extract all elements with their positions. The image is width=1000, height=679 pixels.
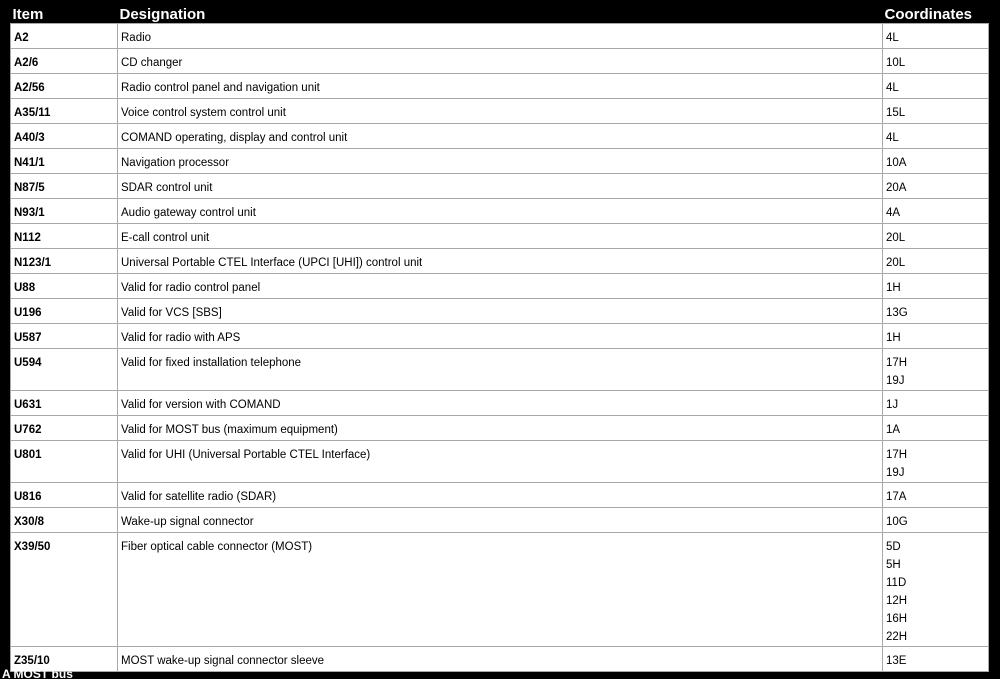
item-cell: N123/1 [11, 249, 118, 274]
table-row [11, 483, 989, 508]
coordinates-cell [883, 74, 989, 99]
header-designation: Designation [118, 6, 883, 24]
coordinates-cell [883, 124, 989, 149]
coordinate-value: 1H [886, 332, 901, 344]
table-row [11, 274, 989, 299]
coordinate-value: 4A [886, 207, 901, 219]
table-row [11, 99, 989, 124]
coordinate-value: 4L [886, 132, 899, 144]
coordinate-value: 4L [886, 32, 899, 44]
item-cell: U196 [11, 299, 118, 324]
item-cell: N112 [11, 224, 118, 249]
table-row [11, 299, 989, 324]
coordinate-value: 10G [886, 516, 908, 528]
table-row [11, 74, 989, 99]
table-row [11, 647, 989, 672]
coordinates-cell [883, 483, 989, 508]
item-cell: A2/6 [11, 49, 118, 74]
header-coordinates: Coordinates [883, 6, 989, 24]
item-cell: X30/8 [11, 508, 118, 533]
table-row [11, 416, 989, 441]
designation-cell: SDAR control unit [118, 174, 883, 199]
coordinate-value: 10L [886, 57, 906, 69]
table-row [11, 249, 989, 274]
coordinate-value: 1A [886, 424, 901, 436]
item-cell: U816 [11, 483, 118, 508]
designation-cell: Universal Portable CTEL Interface (UPCI [UHI]) control unit [118, 249, 883, 274]
header-item: Item [11, 6, 118, 24]
designation-cell: Valid for satellite radio (SDAR) [118, 483, 883, 508]
designation-cell: CD changer [118, 49, 883, 74]
coordinate-value: 19J [886, 375, 905, 387]
designation-cell: COMAND operating, display and control unit [118, 124, 883, 149]
item-cell: U88 [11, 274, 118, 299]
designation-cell: Valid for version with COMAND [118, 391, 883, 416]
item-cell: U631 [11, 391, 118, 416]
coordinates-cell [883, 224, 989, 249]
coordinate-value: 13E [886, 655, 907, 667]
coordinates-cell [883, 299, 989, 324]
legend-table [10, 6, 989, 672]
table-row [11, 24, 989, 49]
table-row [11, 49, 989, 74]
coordinates-cell [883, 647, 989, 672]
coordinates-cell [883, 149, 989, 174]
coordinate-value: 10A [886, 157, 907, 169]
coordinate-value: 17H [886, 449, 908, 461]
coordinates-cell [883, 416, 989, 441]
item-cell: U762 [11, 416, 118, 441]
table-row [11, 324, 989, 349]
item-cell: N41/1 [11, 149, 118, 174]
designation-cell: Valid for radio control panel [118, 274, 883, 299]
coordinate-value: 19J [886, 467, 905, 479]
coordinates-cell [883, 24, 989, 49]
table-row [11, 349, 989, 391]
designation-cell: Audio gateway control unit [118, 199, 883, 224]
designation-cell: Voice control system control unit [118, 99, 883, 124]
coordinates-cell [883, 99, 989, 124]
table-body [11, 24, 989, 672]
item-cell: N87/5 [11, 174, 118, 199]
coordinates-cell [883, 533, 989, 647]
designation-cell: E-call control unit [118, 224, 883, 249]
coordinates-cell [883, 391, 989, 416]
table-row [11, 508, 989, 533]
coordinate-value: 1J [886, 399, 899, 411]
table-row [11, 391, 989, 416]
coordinate-value: 4L [886, 82, 899, 94]
coordinate-value: 22H [886, 631, 908, 643]
table-row [11, 199, 989, 224]
coordinate-value: 5D [886, 541, 901, 553]
item-cell: A35/11 [11, 99, 118, 124]
coordinate-value: 1H [886, 282, 901, 294]
coordinate-value: 15L [886, 107, 906, 119]
coordinates-cell [883, 349, 989, 391]
coordinate-value: 20L [886, 257, 906, 269]
item-cell: X39/50 [11, 533, 118, 647]
table-row [11, 224, 989, 249]
coordinate-value: 16H [886, 613, 908, 625]
designation-cell: Fiber optical cable connector (MOST) [118, 533, 883, 647]
designation-cell: Valid for fixed installation telephone [118, 349, 883, 391]
designation-cell: Navigation processor [118, 149, 883, 174]
table-header-row [11, 6, 989, 24]
item-cell: A2 [11, 24, 118, 49]
designation-cell: Radio [118, 24, 883, 49]
coordinates-cell [883, 508, 989, 533]
designation-cell: MOST wake-up signal connector sleeve [118, 647, 883, 672]
coordinates-cell [883, 324, 989, 349]
table-row [11, 533, 989, 647]
designation-cell: Valid for UHI (Universal Portable CTEL Interface) [118, 441, 883, 483]
table-row [11, 441, 989, 483]
coordinates-cell [883, 174, 989, 199]
item-cell: A40/3 [11, 124, 118, 149]
item-cell: A2/56 [11, 74, 118, 99]
coordinates-cell [883, 199, 989, 224]
item-cell: Z35/10 [11, 647, 118, 672]
legend-table-container [10, 6, 988, 672]
designation-cell: Radio control panel and navigation unit [118, 74, 883, 99]
designation-cell: Valid for radio with APS [118, 324, 883, 349]
item-cell: U801 [11, 441, 118, 483]
coordinate-value: 17H [886, 357, 908, 369]
coordinate-value: 13G [886, 307, 908, 319]
item-cell: N93/1 [11, 199, 118, 224]
coordinate-value: 12H [886, 595, 908, 607]
coordinates-cell [883, 249, 989, 274]
coordinates-cell [883, 441, 989, 483]
coordinate-value: 5H [886, 559, 901, 571]
coordinates-cell [883, 274, 989, 299]
footer-label: A MOST bus [2, 668, 73, 679]
coordinate-value: 11D [886, 577, 907, 589]
coordinate-value: 17A [886, 491, 907, 503]
designation-cell: Wake-up signal connector [118, 508, 883, 533]
table-row [11, 174, 989, 199]
coordinate-value: 20L [886, 232, 906, 244]
designation-cell: Valid for VCS [SBS] [118, 299, 883, 324]
table-row [11, 149, 989, 174]
item-cell: U587 [11, 324, 118, 349]
item-cell: U594 [11, 349, 118, 391]
designation-cell: Valid for MOST bus (maximum equipment) [118, 416, 883, 441]
coordinates-cell [883, 49, 989, 74]
coordinate-value: 20A [886, 182, 907, 194]
table-row [11, 124, 989, 149]
